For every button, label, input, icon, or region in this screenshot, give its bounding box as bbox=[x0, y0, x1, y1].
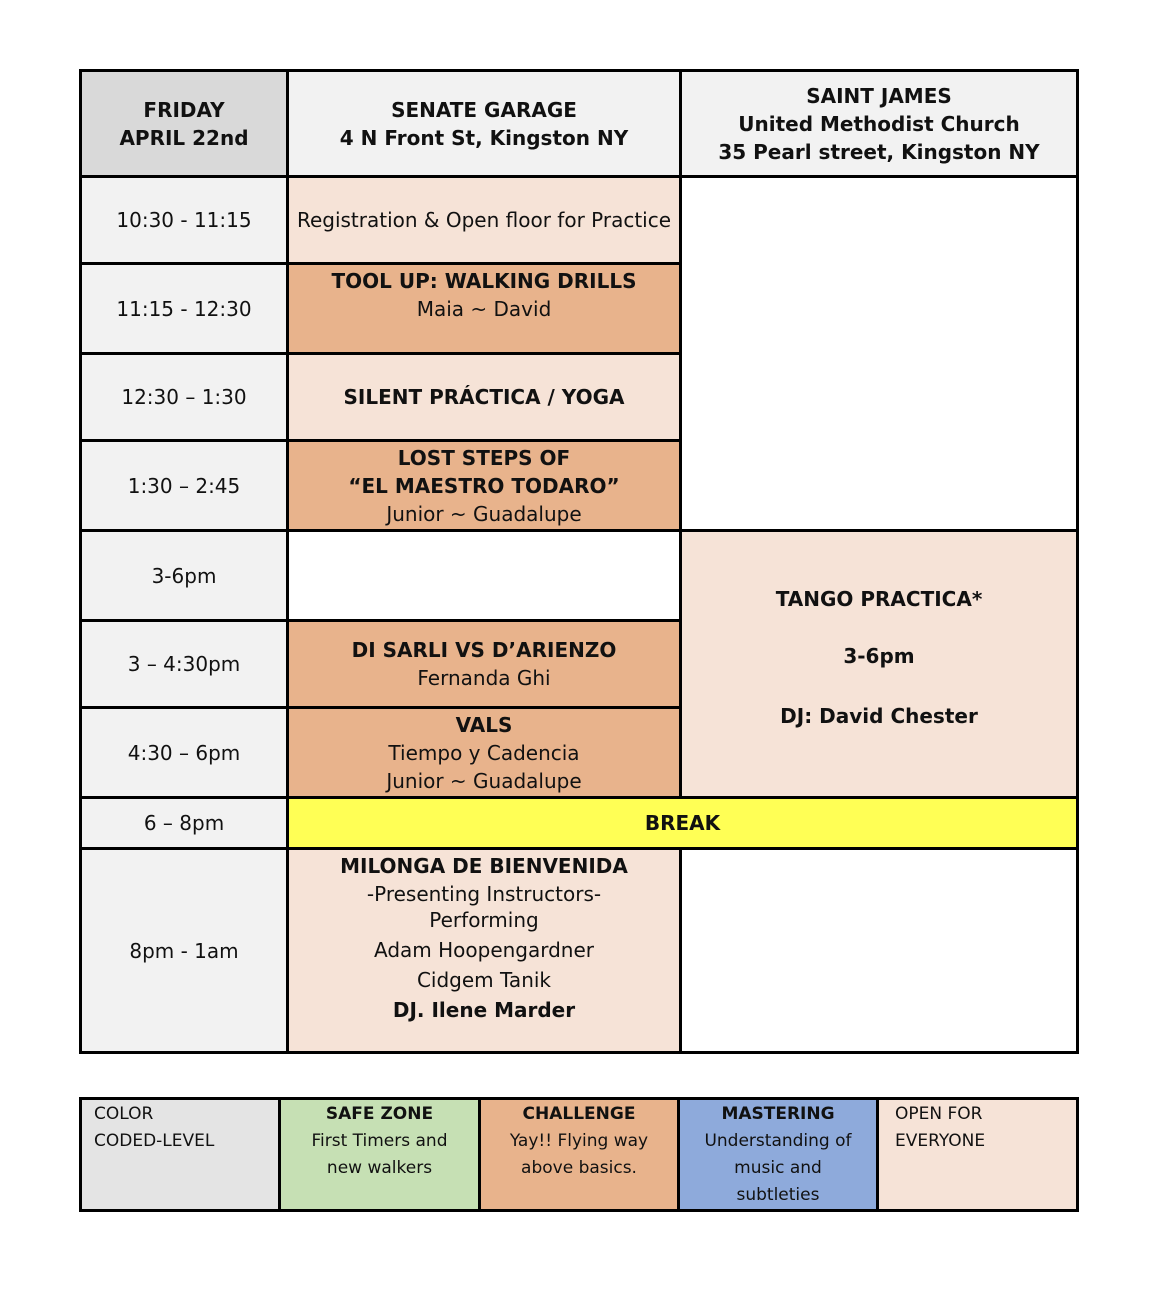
session-line: Cidgem Tanik bbox=[416, 968, 552, 992]
venue-name: SENATE GARAGE bbox=[391, 97, 577, 122]
schedule-row bbox=[81, 798, 1078, 849]
legend-text: First Timers and bbox=[311, 1131, 448, 1151]
empty-cell bbox=[681, 849, 1078, 1053]
venue-address: 4 N Front St, Kingston NY bbox=[339, 125, 629, 150]
legend-text: EVERYONE bbox=[895, 1131, 986, 1151]
legend-text: music and bbox=[734, 1158, 822, 1178]
empty-cell bbox=[288, 531, 681, 621]
time-slot: 3-6pm bbox=[81, 531, 288, 621]
session-line: Performing bbox=[429, 908, 539, 932]
time-slot: 11:15 - 12:30 bbox=[81, 264, 288, 354]
legend-text: OPEN FOR bbox=[895, 1104, 983, 1124]
legend-row bbox=[81, 1099, 1078, 1211]
time-slot: 4:30 – 6pm bbox=[81, 708, 288, 798]
session-dj: DJ. Ilene Marder bbox=[392, 998, 576, 1022]
schedule-row bbox=[81, 531, 1078, 621]
legend-text: Understanding of bbox=[704, 1131, 852, 1151]
legend-label-line: COLOR bbox=[94, 1104, 154, 1124]
venue-senate-garage bbox=[288, 71, 681, 177]
legend-text: subtleties bbox=[736, 1185, 820, 1205]
session-instructors: Maia ~ David bbox=[416, 297, 552, 321]
session-title: TOOL UP: WALKING DRILLS bbox=[331, 269, 637, 293]
time-slot: 3 – 4:30pm bbox=[81, 621, 288, 708]
practica-time: 3-6pm bbox=[843, 643, 915, 668]
session-title: SILENT PRÁCTICA / YOGA bbox=[343, 385, 625, 409]
legend-safe-zone bbox=[280, 1099, 480, 1211]
session-milonga bbox=[288, 849, 681, 1053]
venue-saint-james bbox=[681, 71, 1078, 177]
session-registration bbox=[288, 177, 681, 264]
session-title: MILONGA DE BIENVENIDA bbox=[340, 854, 628, 878]
time-slot: 12:30 – 1:30 bbox=[81, 354, 288, 441]
session-lost-steps bbox=[288, 441, 681, 531]
session-instructors: Junior ~ Guadalupe bbox=[386, 768, 582, 793]
legend-challenge bbox=[480, 1099, 679, 1211]
session-title: VALS bbox=[455, 712, 513, 737]
legend-label bbox=[81, 1099, 280, 1211]
day-date: APRIL 22nd bbox=[119, 125, 249, 150]
session-title: LOST STEPS OF bbox=[397, 445, 571, 470]
session-subtitle: “EL MAESTRO TODARO” bbox=[348, 473, 620, 498]
session-instructors: Fernanda Ghi bbox=[417, 666, 551, 690]
legend-label-line: CODED-LEVEL bbox=[94, 1131, 215, 1151]
schedule-row bbox=[81, 177, 1078, 264]
session-subtitle: Tiempo y Cadencia bbox=[388, 740, 580, 765]
schedule-row bbox=[81, 849, 1078, 1053]
legend-text: above basics. bbox=[521, 1158, 637, 1178]
session-line: -Presenting Instructors- bbox=[366, 882, 602, 906]
legend-open-for-everyone bbox=[878, 1099, 1078, 1211]
color-legend bbox=[79, 1097, 1079, 1212]
venue-name: SAINT JAMES bbox=[806, 83, 952, 108]
session-silent-practica bbox=[288, 354, 681, 441]
legend-text: new walkers bbox=[326, 1158, 433, 1178]
day-name: FRIDAY bbox=[143, 97, 225, 122]
session-vals bbox=[288, 708, 681, 798]
legend-title: CHALLENGE bbox=[522, 1104, 636, 1124]
session-line: Adam Hoopengardner bbox=[373, 938, 595, 962]
session-instructors: Junior ~ Guadalupe bbox=[386, 501, 582, 526]
practica-title: TANGO PRACTICA* bbox=[775, 586, 983, 611]
legend-title: MASTERING bbox=[721, 1104, 835, 1124]
time-slot: 6 – 8pm bbox=[81, 798, 288, 849]
session-title: DI SARLI VS D’ARIENZO bbox=[351, 638, 617, 662]
session-tango-practica bbox=[681, 531, 1078, 798]
session-di-sarli bbox=[288, 621, 681, 708]
venue-address: 35 Pearl street, Kingston NY bbox=[718, 139, 1040, 164]
day-header bbox=[81, 71, 288, 177]
time-slot: 1:30 – 2:45 bbox=[81, 441, 288, 531]
venue-subtitle: United Methodist Church bbox=[738, 111, 1020, 136]
schedule-table bbox=[79, 69, 1079, 1054]
legend-title: SAFE ZONE bbox=[325, 1104, 434, 1124]
time-slot: 8pm - 1am bbox=[81, 849, 288, 1053]
empty-cell bbox=[681, 177, 1078, 531]
session-text: Registration & Open floor for Practice bbox=[296, 208, 672, 232]
header-row bbox=[81, 71, 1078, 177]
practica-dj: DJ: David Chester bbox=[780, 703, 978, 728]
break-bar: BREAK bbox=[288, 798, 1078, 849]
legend-mastering bbox=[679, 1099, 878, 1211]
legend-text: Yay!! Flying way bbox=[509, 1131, 649, 1151]
session-tool-up bbox=[288, 264, 681, 354]
time-slot: 10:30 - 11:15 bbox=[81, 177, 288, 264]
